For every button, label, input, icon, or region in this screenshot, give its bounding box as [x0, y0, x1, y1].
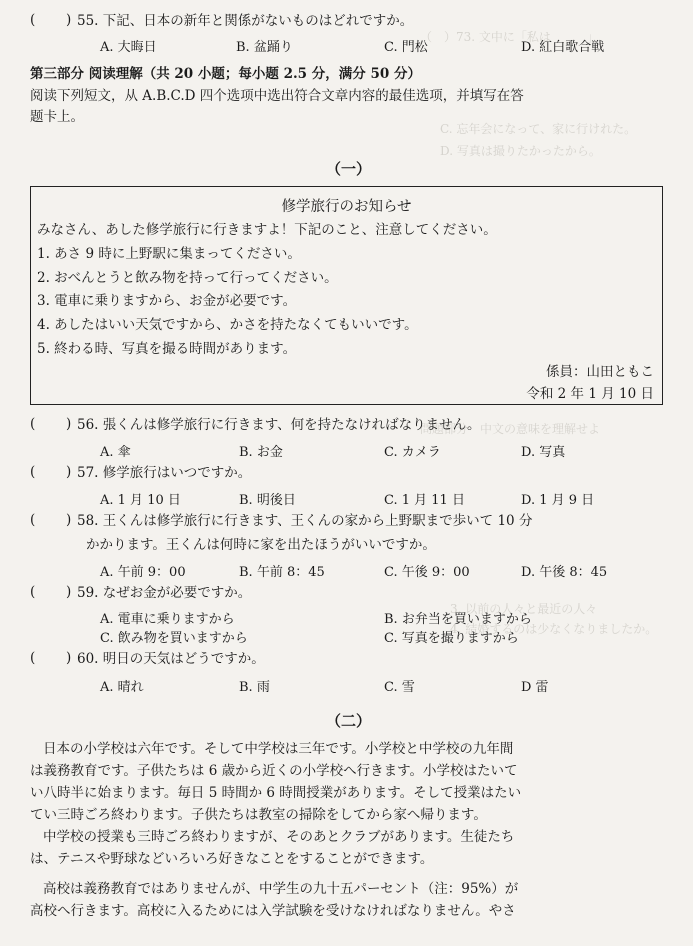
- q58-option-c[interactable]: C. 午後 9：00: [384, 565, 470, 580]
- passage-line: は義務教育です。子供たちは 6 歳から近くの小学校へ行きます。小学校はたいて: [30, 763, 518, 779]
- q57-option-d[interactable]: D. 1 月 9 日: [521, 493, 595, 508]
- q56-option-b[interactable]: B. お金: [239, 445, 283, 460]
- q58-option-a[interactable]: A. 午前 9：00: [100, 565, 186, 580]
- question-57-text: 57. 修学旅行はいつですか。: [77, 465, 252, 481]
- q59-option-d[interactable]: C. 写真を撮りますから: [384, 631, 519, 646]
- passage-line: は、テニスや野球などいろいろ好きなことをすることができます。: [30, 851, 434, 867]
- question-60-text: 60. 明日の天気はどうですか。: [77, 651, 265, 667]
- question-58-text-cont: かかります。王くんは何時に家を出たほうがいいですか。: [86, 537, 436, 553]
- answer-paren-open[interactable]: (: [30, 512, 36, 528]
- bleed-through-decoration: D. 写真は撮りたかったから。: [440, 144, 601, 158]
- q56-option-c[interactable]: C. カメラ: [384, 445, 441, 460]
- q59-option-a[interactable]: A. 電車に乗りますから: [100, 612, 235, 627]
- q58-option-b[interactable]: B. 午前 8：45: [239, 565, 325, 580]
- q55-option-b[interactable]: B. 盆踊り: [236, 40, 293, 55]
- q57-option-c[interactable]: C. 1 月 11 日: [384, 493, 465, 508]
- q55-option-c[interactable]: C. 門松: [384, 40, 428, 55]
- notice-staff: 係員：山田ともこ: [546, 364, 654, 380]
- q59-option-c[interactable]: C. 飲み物を買いますから: [100, 631, 248, 646]
- question-55-text: 55. 下記、日本の新年と関係がないものはどれですか。: [77, 13, 414, 29]
- q56-option-a[interactable]: A. 傘: [100, 445, 131, 460]
- section-1-title: （一）: [326, 160, 372, 178]
- notice-intro: みなさん、あした修学旅行に行きますよ！下記のこと、注意してください。: [37, 222, 497, 238]
- q60-option-c[interactable]: C. 雪: [384, 680, 415, 695]
- q57-option-a[interactable]: A. 1 月 10 日: [100, 493, 181, 508]
- bleed-through-decoration: C. 忘年会になって、家に行けれた。: [440, 122, 637, 136]
- passage-line: い八時半に始まります。毎日 5 時間か 6 時間授業があります。そして授業はたい: [30, 785, 522, 801]
- answer-paren-open[interactable]: (: [30, 584, 36, 600]
- part3-instruction-1: 阅读下列短文，从 A.B.C.D 四个选项中选出符合文章内容的最佳选项，并填写在答: [30, 88, 524, 104]
- answer-paren-open[interactable]: (: [30, 464, 36, 480]
- answer-paren-close: ): [66, 584, 72, 600]
- bleed-through-decoration: 4. 結婚するのは少なくなりましたか。: [450, 622, 658, 636]
- passage-line: 日本の小学校は六年です。そして中学校は三年です。小学校と中学校の九年間: [43, 741, 514, 757]
- notice-box: [30, 186, 663, 405]
- passage-line: てい三時ごろ終わります。子供たちは教室の掃除をしてから家へ帰ります。: [30, 807, 487, 823]
- part3-heading: 第三部分 阅读理解（共 20 小题；每小题 2.5 分，满分 50 分）: [30, 66, 421, 82]
- q59-option-b[interactable]: B. お弁当を買いますから: [384, 612, 532, 627]
- answer-paren-close: ): [66, 416, 72, 432]
- bleed-through-decoration: 問題部分 中文の意味を理解せよ: [420, 422, 601, 436]
- question-56-text: 56. 張くんは修学旅行に行きます、何を持たなければなりません。: [77, 417, 481, 433]
- notice-date: 令和 2 年 1 月 10 日: [526, 386, 654, 402]
- q60-option-b[interactable]: B. 雨: [239, 680, 270, 695]
- answer-paren-close: ): [66, 650, 72, 666]
- passage-paragraph-3: [30, 878, 664, 922]
- passage-line: 高校は義務教育ではありませんが、中学生の九十五パーセント（注：95%）が: [43, 881, 519, 897]
- q57-option-b[interactable]: B. 明後日: [239, 493, 296, 508]
- passage-paragraph-1: [30, 738, 664, 826]
- bleed-through-decoration: （ ）73. 文中に「私は 」: [420, 30, 599, 44]
- q55-option-d[interactable]: D. 紅白歌合戦: [521, 40, 605, 55]
- answer-paren-close: ): [66, 464, 72, 480]
- question-58-text: 58. 王くんは修学旅行に行きます、王くんの家から上野駅まで歩いて 10 分: [77, 513, 533, 529]
- answer-paren-close: ): [66, 512, 72, 528]
- answer-paren-open[interactable]: (: [30, 12, 36, 28]
- notice-title: 修学旅行のお知らせ: [281, 199, 412, 215]
- q55-option-a[interactable]: A. 大晦日: [100, 40, 157, 55]
- q56-option-d[interactable]: D. 写真: [521, 445, 566, 460]
- passage-line: 中学校の授業も三時ごろ終わりますが、そのあとクラブがあります。生徒たち: [43, 829, 515, 845]
- notice-item-4: 4. あしたはいい天気ですから、かさを持たなくてもいいです。: [37, 317, 418, 333]
- part3-instruction-2: 题卡上。: [30, 109, 84, 125]
- passage-paragraph-2: [30, 826, 664, 870]
- notice-item-2: 2. おべんとうと飲み物を持って行ってください。: [37, 270, 338, 286]
- answer-paren-close: ): [66, 12, 72, 28]
- question-59-text: 59. なぜお金が必要ですか。: [77, 585, 252, 601]
- notice-item-5: 5. 終わる時、写真を撮る時間があります。: [37, 341, 297, 357]
- section-2-title: （二）: [326, 712, 372, 730]
- answer-paren-open[interactable]: (: [30, 416, 36, 432]
- passage-line: 高校へ行きます。高校に入るためには入学試験を受けなければなりません。やさ: [30, 903, 516, 919]
- notice-item-3: 3. 電車に乗りますから、お金が必要です。: [37, 293, 297, 309]
- notice-item-1: 1. あさ 9 時に上野駅に集まってください。: [37, 246, 301, 262]
- q60-option-d[interactable]: D 雷: [521, 680, 549, 695]
- bleed-through-decoration: 3. 以前の人々と最近の人々: [450, 602, 598, 616]
- q60-option-a[interactable]: A. 晴れ: [100, 680, 144, 695]
- answer-paren-open[interactable]: (: [30, 650, 36, 666]
- q58-option-d[interactable]: D. 午後 8：45: [521, 565, 608, 580]
